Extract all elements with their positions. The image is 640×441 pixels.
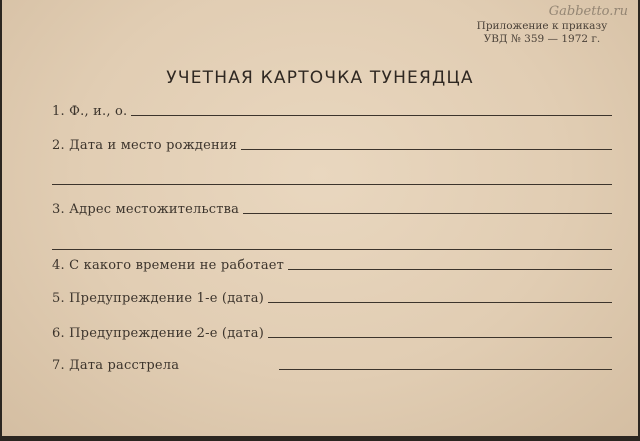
field-full-name[interactable] <box>52 104 612 119</box>
field-label: 6. Предупреждение 2-е (дата) <box>52 326 264 341</box>
field-label: 3. Адрес местожительства <box>52 202 240 217</box>
field-birth-date-place[interactable] <box>52 138 612 153</box>
entry-line[interactable] <box>268 337 612 338</box>
card-title: УЧЕТНАЯ КАРТОЧКА ТУНЕЯДЦА <box>166 68 474 88</box>
field-label: 5. Предупреждение 1-е (дата) <box>52 291 264 306</box>
field-execution-date[interactable] <box>52 358 612 373</box>
annex-note <box>457 20 627 46</box>
registration-card <box>2 0 638 436</box>
field-not-working-since[interactable] <box>52 258 612 273</box>
entry-line-continued[interactable] <box>52 184 612 185</box>
field-label: 1. Ф., и., о. <box>52 104 128 119</box>
annex-line-1: Приложение к приказу <box>476 20 608 32</box>
field-label: 4. С какого времени не работает <box>52 258 285 273</box>
field-label: 7. Дата расстрела <box>52 358 180 373</box>
watermark: Gabbetto.ru <box>548 4 628 19</box>
entry-line[interactable] <box>279 369 612 370</box>
field-warning-2[interactable] <box>52 326 612 341</box>
entry-line-continued[interactable] <box>52 249 612 250</box>
entry-line[interactable] <box>241 149 612 150</box>
entry-line[interactable] <box>243 213 612 214</box>
entry-line[interactable] <box>131 115 612 116</box>
entry-line[interactable] <box>268 302 612 303</box>
entry-line[interactable] <box>288 269 612 270</box>
field-label: 2. Дата и место рождения <box>52 138 238 153</box>
field-warning-1[interactable] <box>52 291 612 306</box>
field-address[interactable] <box>52 202 612 217</box>
annex-line-2: УВД № 359 — 1972 г. <box>483 33 601 45</box>
